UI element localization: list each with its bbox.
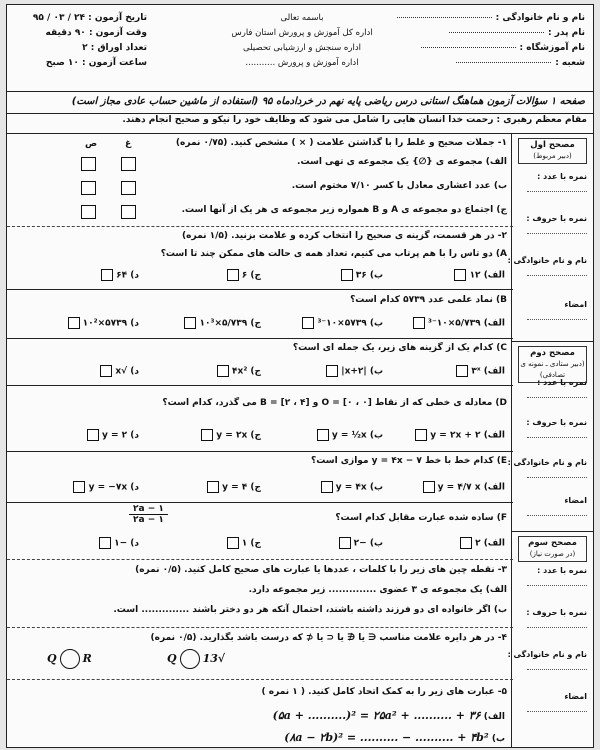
q2f-option-1[interactable]: الف) ۲ (460, 537, 505, 549)
exam-title: صفحه ۱ سؤالات آزمون هماهنگ استانی درس ریاضی پایه نهم در خردادماه ۹۵ (استفاده از ماشین حساب عادی مجاز است) (7, 91, 593, 114)
q1-false-header: غ (125, 139, 132, 149)
q2b-option-1-checkbox[interactable] (413, 317, 425, 329)
father-name-label: نام پدر : (548, 28, 585, 38)
q2b-option-4-checkbox[interactable] (68, 317, 80, 329)
grader-2-name[interactable]: نام و نام خانوادگی : (508, 458, 587, 478)
q2b-option-4[interactable]: د) ۵۷۳۹×۱۰² (68, 317, 139, 329)
q2f-option-4[interactable]: د) −۱ (99, 537, 139, 549)
q2d-option-2[interactable]: ب) y = ½x (317, 429, 383, 441)
grader-panel-1 (507, 133, 593, 341)
q-divider (7, 226, 513, 227)
q2d-option-1[interactable]: الف) y = ۲x + ۲ (415, 429, 505, 441)
grader-1-title: مصحح اول (دبیر مربوط) (518, 138, 587, 164)
q1-a-false-checkbox[interactable] (121, 157, 136, 171)
q1-b-true-checkbox[interactable] (81, 181, 96, 195)
q2c-option-1-checkbox[interactable] (456, 365, 468, 377)
q5-a[interactable] (273, 709, 505, 722)
q2a-option-1-checkbox[interactable] (454, 269, 466, 281)
divider (7, 289, 513, 290)
department-line-1: اداره کل آموزش و پرورش استان فارس (231, 28, 373, 38)
q5-a-label: الف) (483, 712, 505, 722)
grader-3-name[interactable]: نام و نام خانوادگی : (508, 650, 587, 670)
q2b-option-1[interactable]: الف) ۵/۷۳۹×۱۰⁻³ (413, 317, 505, 329)
q2c-option-3-checkbox[interactable] (217, 365, 229, 377)
grader-1-number[interactable]: نمره با عدد : (527, 172, 587, 192)
q2b-option-2[interactable]: ب) ۵۷۳۹×۱۰⁻³ (302, 317, 383, 329)
q1-c-false-checkbox[interactable] (121, 205, 136, 219)
q2e-text: E) کدام خط با خط y = ۴x − ۷ موازی است؟ (310, 456, 507, 466)
q2f-option-1-checkbox[interactable] (460, 537, 472, 549)
grader-2-title: مصحح دوم (دبیر ستادی ـ نمونه ی تصادفی) (518, 346, 587, 383)
q2e-option-4[interactable]: د) y = −۷x (73, 481, 139, 493)
q2b-text: B) نماد علمی عدد ۵۷۳۹ کدام است؟ (350, 295, 507, 305)
q1-b-false-checkbox[interactable] (121, 181, 136, 195)
q2f-option-2[interactable]: ب) −۲ (339, 537, 383, 549)
q2f-fraction (129, 504, 168, 525)
q1-c: ج) اجتماع دو مجموعه ی A و B همواره زیر مجموعه ی هر یک از آنها است. (181, 205, 507, 215)
q2c-option-2[interactable]: ب) |x+۲| (326, 365, 383, 377)
q2f-option-3-checkbox[interactable] (227, 537, 239, 549)
grader-3-number[interactable]: نمره با عدد : (527, 566, 587, 586)
q2b-option-3[interactable]: ج) ۵/۷۳۹×۱۰³ (184, 317, 261, 329)
q2f-option-4-checkbox[interactable] (99, 537, 111, 549)
q2e-option-4-checkbox[interactable] (73, 481, 85, 493)
q4-right-circle[interactable] (180, 649, 200, 669)
grader-panel-2 (507, 341, 593, 531)
q2a-option-1[interactable]: الف) ۱۲ (454, 269, 505, 281)
q2a-option-4[interactable]: د) ۶۴ (101, 269, 139, 281)
q-divider (7, 559, 513, 560)
q2a-option-2-checkbox[interactable] (341, 269, 353, 281)
q2e-option-2-checkbox[interactable] (321, 481, 333, 493)
q2a-option-2[interactable]: ب) ۳۶ (341, 269, 383, 281)
grader-1-letters[interactable]: نمره با حروف : (526, 214, 587, 234)
bismillah: باسمه تعالی (280, 13, 324, 23)
q2f-fraction-denominator: ۱ − ۲a (132, 515, 164, 525)
divider (7, 338, 513, 339)
q2c-option-4[interactable]: د) √x (100, 365, 139, 377)
divider (7, 385, 513, 386)
q2e-option-2[interactable]: ب) y = ۴x (321, 481, 383, 493)
q2c-option-4-checkbox[interactable] (100, 365, 112, 377)
grader-3-title: مصحح سوم (در صورت نیاز) (518, 536, 587, 562)
q2b-option-2-checkbox[interactable] (302, 317, 314, 329)
q3-stem: ۳- نقطه چین های زیر را با کلمات ، عددها یا عبارت های صحیح کامل کنید. (۰/۵ نمره) (135, 565, 507, 575)
department-line-3: اداره آموزش و پرورش ........... (245, 58, 359, 68)
q2f-fraction-numerator: ۲a − ۱ (129, 504, 168, 515)
q2a-option-3-checkbox[interactable] (227, 269, 239, 281)
exam-time: ساعت آزمون : ۱۰ صبح (45, 58, 147, 68)
q2d-option-4[interactable]: د) y = ۲ (87, 429, 139, 441)
divider (7, 451, 513, 452)
q2-stem: ۲- در هر قسمت، گزینه ی صحیح را انتخاب کرده و علامت بزنید. (۱/۵ نمره) (182, 231, 507, 241)
q4-left-circle[interactable] (60, 649, 80, 669)
q2a-option-4-checkbox[interactable] (101, 269, 113, 281)
q4-right-item: √13Q (167, 649, 225, 669)
exam-duration: وقت آزمون : ۹۰ دقیقه (45, 28, 147, 38)
q2e-option-3[interactable]: ج) y = ۴ (207, 481, 261, 493)
q2d-option-4-checkbox[interactable] (87, 429, 99, 441)
q1-true-header: ص (85, 139, 98, 149)
exam-date: تاریخ آزمون : ۲۴ / ۰۳ / ۹۵ (32, 13, 147, 23)
q5-a-expression[interactable]: (۵a + ..........)² = ۲۵a² + .......... + ۳۶ (272, 709, 481, 722)
q2e-option-3-checkbox[interactable] (207, 481, 219, 493)
q2f-option-2-checkbox[interactable] (339, 537, 351, 549)
q1-a: الف) مجموعه ی {∅} یک مجموعه ی تهی است. (297, 157, 507, 167)
school-name-label: نام آموزشگاه : (519, 43, 585, 53)
q2d-option-3[interactable]: ج) y = ۲x (201, 429, 261, 441)
q2f-text: F) ساده شده عبارت مقابل کدام است؟ (335, 513, 507, 523)
q2c-text: C) کدام یک از گزینه های زیر، یک جمله ای است؟ (292, 343, 507, 353)
grader-2-letters[interactable]: نمره با حروف : (526, 418, 587, 438)
grader-1-name[interactable]: نام و نام خانوادگی : (508, 256, 587, 276)
q2d-option-2-checkbox[interactable] (317, 429, 329, 441)
divider (7, 502, 513, 503)
q5-stem: ۵- عبارت های زیر را به کمک اتحاد کامل کنید. ( ۱ نمره ) (261, 687, 507, 697)
grader-3-signature[interactable]: امضاء (527, 692, 587, 712)
q4-stem: ۴- در هر دایره علامت مناسب ∈ یا ∉ یا ⊂ یا ⊄ که درست باشد بگذارید. (۰/۵ نمره) (150, 633, 507, 643)
grader-2-signature[interactable]: امضاء (527, 496, 587, 516)
q1-stem: ۱- جملات صحیح و غلط را با گذاشتن علامت ( × ) مشخص کنید. (۰/۷۵ نمره) (175, 138, 507, 148)
q2b-option-3-checkbox[interactable] (184, 317, 196, 329)
q2d-text: D) معادله ی خطی که از نقاط O = [۰ ، ۰] و B = [۲ ، ۴] می گذرد، کدام است؟ (162, 398, 507, 408)
grader-panel-3 (507, 531, 593, 748)
student-name-label: نام و نام خانوادگی : (495, 13, 585, 23)
q2a-text: A) دو تاس را با هم پرتاب می کنیم، تعداد همه ی حالت های ممکن چند تا است؟ (160, 249, 507, 259)
q1-c-true-checkbox[interactable] (81, 205, 96, 219)
q2f-option-3[interactable]: ج) ۱ (227, 537, 261, 549)
q-divider (7, 679, 513, 680)
intro-quote: مقام معظم رهبری : رحمت خدا انسان هایی را شامل می شود که وظایف خود را نیکو و صحیح انجام دهند. (122, 115, 587, 125)
q3-b[interactable]: ب) اگر خانواده ای دو فرزند داشته باشند، احتمال آنکه هر دو دختر باشند .............. است. (113, 605, 507, 615)
q-divider (7, 627, 513, 628)
grader-3-letters[interactable]: نمره با حروف : (526, 608, 587, 628)
q2a-option-3[interactable]: ج) ۶ (227, 269, 261, 281)
q2d-option-3-checkbox[interactable] (201, 429, 213, 441)
q3-a[interactable]: الف) یک مجموعه ی ۳ عضوی .............. زیر مجموعه دارد. (248, 585, 507, 595)
exam-pages: تعداد اوراق : ۲ (82, 43, 147, 53)
branch-label: شعبه : (555, 58, 585, 68)
q5-b-label: ب) (491, 734, 505, 744)
q2d-option-1-checkbox[interactable] (415, 429, 427, 441)
q2e-option-1-checkbox[interactable] (423, 481, 435, 493)
department-line-2: اداره سنجش و ارزشیابی تحصیلی (243, 43, 361, 53)
q5-b[interactable] (284, 731, 505, 744)
q1-a-true-checkbox[interactable] (81, 157, 96, 171)
q1-b: ب) عدد اعشاری معادل با کسر ۷/۱۰ مختوم است. (291, 181, 507, 191)
q5-b-expression[interactable]: (۸a − ۲b)² = .......... − .......... + ۴b² (284, 731, 489, 744)
grader-2-number[interactable]: نمره با عدد : (527, 378, 587, 398)
q2c-option-3[interactable]: ج) ۴x² (217, 365, 261, 377)
q4-left-item: Q R (47, 649, 92, 669)
grader-1-signature[interactable]: امضاء (527, 300, 587, 320)
q2c-option-1[interactable]: الف) ۳ˣ (456, 365, 505, 377)
q2e-option-1[interactable]: الف) y = ۴/۷ x (423, 481, 505, 493)
questions-area (7, 5, 513, 748)
q2c-option-2-checkbox[interactable] (326, 365, 338, 377)
exam-sheet (6, 4, 594, 748)
